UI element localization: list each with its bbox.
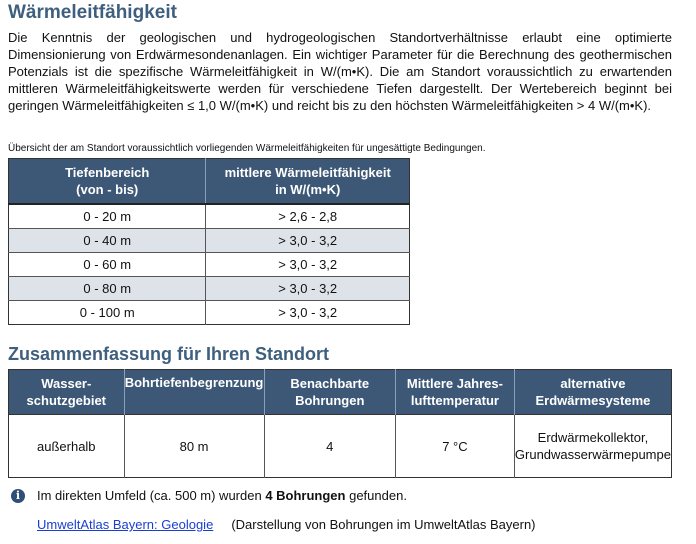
header-depth-range bbox=[9, 159, 206, 205]
depth-cell: 0 - 60 m bbox=[9, 253, 206, 277]
umweltatlas-geologie-link[interactable]: UmweltAtlas Bayern: Geologie bbox=[37, 517, 214, 532]
table-row bbox=[9, 277, 410, 301]
section-title-zusammenfassung: Zusammenfassung für Ihren Standort bbox=[8, 344, 330, 364]
summary-row bbox=[9, 415, 672, 478]
system-line: Grundwasserwärmepumpe bbox=[514, 447, 671, 462]
header-alternative-systeme bbox=[514, 370, 671, 415]
header-depth-line2: (von - bis) bbox=[76, 182, 139, 197]
table-row bbox=[9, 253, 410, 277]
info-suffix: gefunden. bbox=[345, 488, 407, 503]
link-note: (Darstellung von Bohrungen im UmweltAtlas Bayern) bbox=[231, 517, 536, 532]
cell-bohrungen: 4 bbox=[264, 415, 395, 478]
header-benachbarte-bohrungen bbox=[264, 370, 395, 415]
header-text: Bohrungen bbox=[295, 393, 365, 408]
depth-cell: 0 - 40 m bbox=[9, 229, 206, 253]
conductivity-cell: > 3,0 - 3,2 bbox=[278, 305, 338, 320]
info-prefix: Im direkten Umfeld (ca. 500 m) wurden bbox=[37, 488, 266, 503]
cell-temperatur: 7 °C bbox=[395, 415, 514, 478]
depth-cell: 0 - 20 m bbox=[9, 204, 206, 229]
conductivity-cell: > 2,6 - 2,8 bbox=[206, 204, 410, 229]
info-bold-count: 4 Bohrungen bbox=[265, 488, 346, 503]
header-conductivity-line1: mittlere Wärmeleitfähigkeit bbox=[224, 165, 391, 180]
header-text: Mittlere Jahres- bbox=[406, 376, 503, 391]
header-text: Benachbarte bbox=[290, 376, 370, 391]
header-text: lufttemperatur bbox=[410, 393, 499, 408]
depth-cell: 0 - 100 m bbox=[9, 301, 206, 325]
info-text bbox=[37, 488, 407, 503]
section-title-waermeleitfaehigkeit: Wärmeleitfähigkeit bbox=[8, 2, 177, 23]
header-conductivity bbox=[206, 159, 410, 205]
table-header-row bbox=[9, 159, 410, 205]
cell-wasserschutzgebiet: außerhalb bbox=[9, 415, 125, 478]
table-caption: Übersicht der am Standort voraussichtlich vorliegenden Wärmeleitfähigkeiten für ungesättigte Bedingungen. bbox=[8, 143, 486, 154]
header-conductivity-line2: in W/(m•K) bbox=[275, 182, 341, 197]
cell-bohrtiefenbegrenzung: 80 m bbox=[124, 415, 264, 478]
header-depth-line1: Tiefenbereich bbox=[65, 165, 150, 180]
conductivity-cell: > 3,0 - 3,2 bbox=[206, 253, 410, 277]
thermal-conductivity-table bbox=[8, 158, 410, 325]
info-icon: i bbox=[11, 489, 25, 503]
header-jahreslufttemperatur bbox=[395, 370, 514, 415]
header-text: Wasser- bbox=[41, 376, 92, 391]
header-text: schutzgebiet bbox=[26, 393, 107, 408]
header-text: Bohrtiefenbegrenzung bbox=[124, 375, 264, 390]
conductivity-cell: > 3,0 - 3,2 bbox=[206, 229, 410, 253]
summary-header-row bbox=[9, 370, 672, 415]
cell-alternative-systeme bbox=[514, 415, 671, 478]
system-line: Erdwärmekollektor, bbox=[537, 430, 649, 445]
header-wasserschutzgebiet bbox=[9, 370, 125, 415]
info-message bbox=[11, 488, 407, 503]
link-row bbox=[37, 517, 536, 532]
intro-paragraph: Die Kenntnis der geologischen und hydrogeologischen Standortverhältnisse erlaubt eine optimierte Dimensionierung von Erdwärmesondenanlagen. Ein wichtiger Parameter für die Berechnung des geothermischen Potenzials ist die spezifische Wärmeleitfähigkeit in W/(m•K). Die am Standort voraussichtlich zu erwartenden mittleren Wärmeleitfähigkeitswerte werden für verschiedene Tiefen dargestellt. Der Wertebereich beginnt bei geringen Wärmeleitfähigkeiten ≤ 1,0 W/(m•K) und reicht bis zu den höchsten Wärmeleitfähigkeiten > 4 W/(m•K). bbox=[8, 30, 672, 113]
depth-cell: 0 - 80 m bbox=[9, 277, 206, 301]
header-bohrtiefenbegrenzung bbox=[124, 370, 264, 415]
header-text: alternative bbox=[560, 376, 626, 391]
table-row bbox=[9, 229, 410, 253]
header-text: Erdwärmesysteme bbox=[535, 393, 651, 408]
table-row bbox=[9, 204, 410, 229]
conductivity-cell: > 3,0 - 3,2 bbox=[206, 277, 410, 301]
table-row bbox=[9, 301, 410, 325]
site-summary-table bbox=[8, 369, 672, 478]
